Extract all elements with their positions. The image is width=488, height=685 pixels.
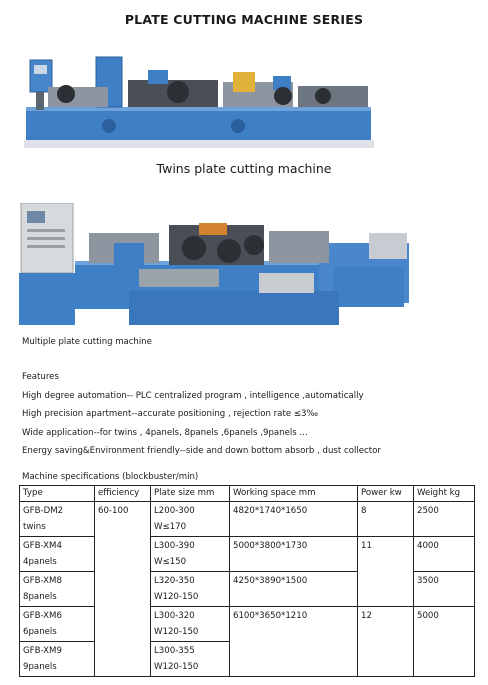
twins-machine-photo xyxy=(18,52,380,152)
table-row xyxy=(20,607,475,642)
cell-type: GFB-XM4 4panels xyxy=(20,537,95,572)
header-efficiency: efficiency xyxy=(95,486,151,502)
cell-type: GFB-XM6 6panels xyxy=(20,607,95,642)
cell-type: GFB-DM2 twins xyxy=(20,502,95,537)
cell-plate-size: L200-300 W≤170 xyxy=(151,502,230,537)
feature-item: High precision apartment--accurate positioning , rejection rate ≤3‰ xyxy=(22,409,319,419)
cell-plate-size: L300-320 W120-150 xyxy=(151,607,230,642)
cell-plate-size: L300-390 W≤150 xyxy=(151,537,230,572)
header-type: Type xyxy=(20,486,95,502)
feature-item: Wide application--for twins , 4panels, 8panels ,6panels ,9panels ... xyxy=(22,427,308,438)
cell-power: 11 xyxy=(358,537,414,607)
page-title: PLATE CUTTING MACHINE SERIES xyxy=(124,12,364,27)
cell-plate-size: L320-350 W120-150 xyxy=(151,572,230,607)
header-weight: Weight kg xyxy=(414,486,475,502)
cell-efficiency: 60-100 xyxy=(95,502,151,677)
header-working-space: Working space mm xyxy=(230,486,358,502)
feature-item: High degree automation-- PLC centralized program , intelligence ,automatically xyxy=(22,390,364,401)
cell-type: GFB-XM9 9panels xyxy=(20,642,95,677)
cell-type: GFB-XM8 8panels xyxy=(20,572,95,607)
cell-weight: 4000 xyxy=(414,537,475,572)
table-row xyxy=(20,502,475,537)
cell-plate-size: L300-355 W120-150 xyxy=(151,642,230,677)
specs-table xyxy=(19,485,475,677)
cell-weight: 3500 xyxy=(414,572,475,607)
table-header-row xyxy=(20,486,475,502)
header-power: Power kw xyxy=(358,486,414,502)
cell-power: 12 xyxy=(358,607,414,677)
cell-weight: 5000 xyxy=(414,607,475,677)
cell-weight: 2500 xyxy=(414,502,475,537)
table-row xyxy=(20,537,475,572)
cell-power: 8 xyxy=(358,502,414,537)
cell-working-space: 5000*3800*1730 xyxy=(230,537,358,572)
twins-machine-caption: Twins plate cutting machine xyxy=(156,161,332,176)
cell-working-space: 4820*1740*1650 xyxy=(230,502,358,537)
features-heading: Features xyxy=(22,372,59,382)
multiple-machine-photo xyxy=(19,203,414,333)
header-plate-size: Plate size mm xyxy=(151,486,230,502)
features-section xyxy=(22,368,381,461)
multiple-machine-caption: Multiple plate cutting machine xyxy=(22,337,152,347)
specs-label: Machine specifications (blockbuster/min) xyxy=(22,472,199,482)
cell-working-space: 6100*3650*1210 xyxy=(230,607,358,677)
cell-working-space: 4250*3890*1500 xyxy=(230,572,358,607)
feature-item: Energy saving&Environment friendly--side and down bottom absorb , dust collector xyxy=(22,446,381,456)
